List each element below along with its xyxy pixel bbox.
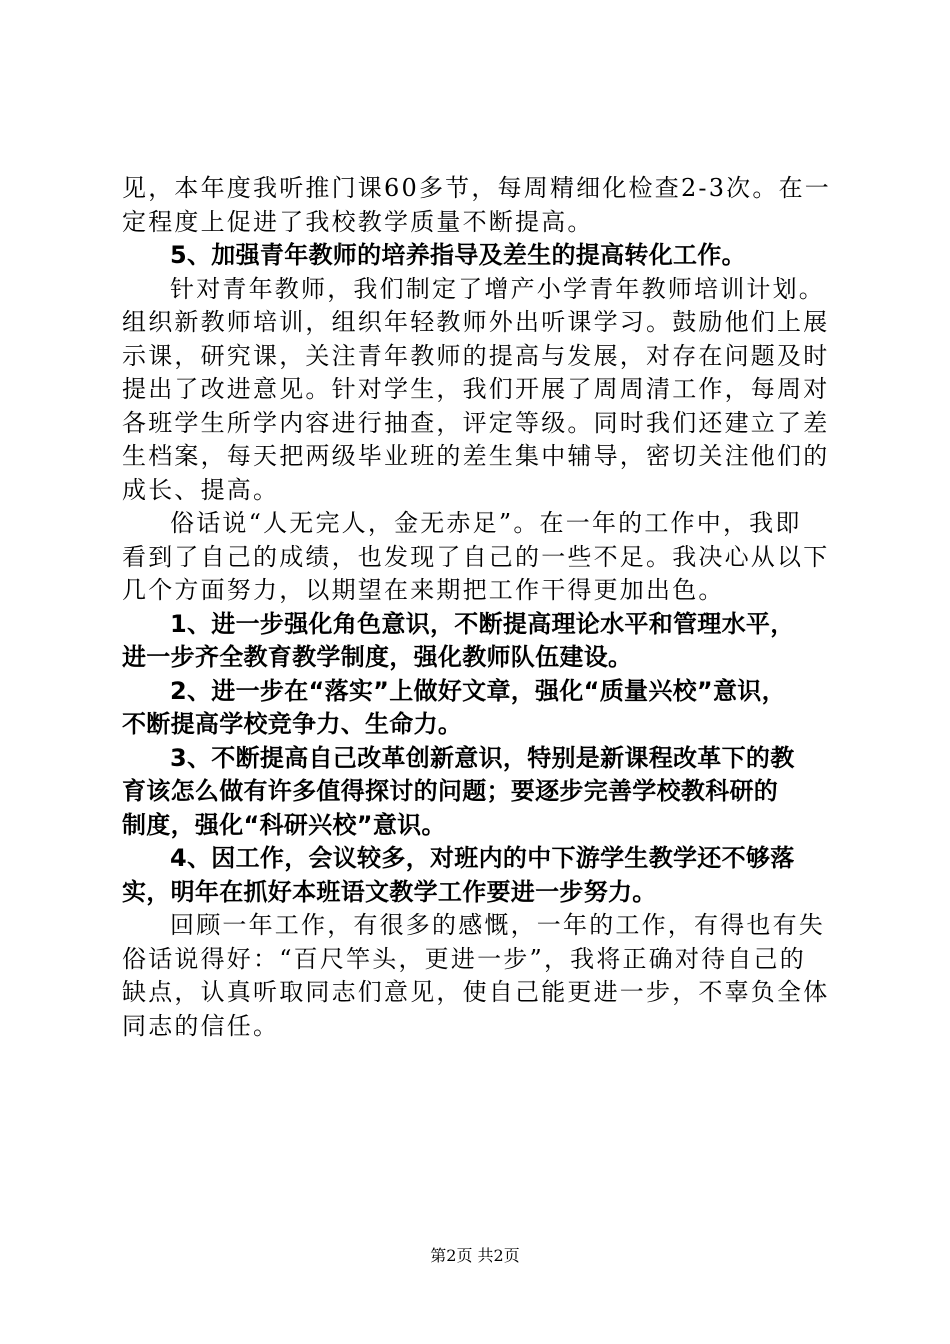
plan-item: 制度，强化“科研兴校”意识。	[122, 810, 446, 839]
section-heading: 5、加强青年教师的培养指导及差生的提高转化工作。	[170, 241, 746, 269]
text-line: 回顾一年工作，有很多的感慨，一年的工作，有得也有失	[170, 911, 825, 939]
text-line: 见，本年度我听推门课60多节，每周精细化检查2-3次。在一	[122, 174, 831, 202]
plan-item: 育该怎么做有许多值得探讨的问题；要逐步完善学校教科研的	[122, 777, 779, 805]
text-line: 俗话说“人无完人，金无赤足”。在一年的工作中，我即	[170, 509, 802, 537]
plan-item: 不断提高学校竞争力、生命力。	[122, 710, 463, 738]
plan-item: 4、因工作，会议较多，对班内的中下游学生教学还不够落	[170, 844, 795, 872]
plan-item: 1、进一步强化角色意识，不断提高理论水平和管理水平，	[170, 609, 795, 638]
text-line: 几个方面努力，以期望在来期把工作干得更加出色。	[122, 576, 725, 604]
text-line: 组织新教师培训，组织年轻教师外出听课学习。鼓励他们上展	[122, 308, 830, 336]
plan-item: 实，明年在抓好本班语文教学工作要进一步努力。	[122, 877, 657, 906]
text-line: 缺点，认真听取同志们意见，使自己能更进一步，不辜负全体	[122, 978, 830, 1006]
text-line: 俗话说得好：“百尺竿头，更进一步”，我将正确对待自己的	[122, 944, 806, 973]
text-line: 针对青年教师，我们制定了增产小学青年教师培训计划。	[170, 274, 825, 303]
text-line: 成长、提高。	[122, 475, 280, 504]
text-line: 示课，研究课，关注青年教师的提高与发展，对存在问题及时	[122, 341, 830, 370]
plan-item: 进一步齐全教育教学制度，强化教师队伍建设。	[122, 643, 633, 671]
page-number-footer: 第2页 共2页	[430, 1246, 520, 1265]
text-line: 看到了自己的成绩，也发现了自己的一些不足。我决心从以下	[122, 542, 830, 571]
plan-item: 3、不断提高自己改革创新意识，特别是新课程改革下的教	[170, 743, 795, 772]
plan-item: 2、进一步在“落实”上做好文章，强化“质量兴校”意识，	[170, 676, 786, 705]
text-line: 同志的信任。	[122, 1011, 280, 1040]
text-line: 定程度上促进了我校教学质量不断提高。	[122, 207, 594, 236]
text-line: 提出了改进意见。针对学生，我们开展了周周清工作，每周对	[122, 375, 830, 403]
text-line: 各班学生所学内容进行抽查，评定等级。同时我们还建立了差	[122, 408, 830, 437]
document-body	[122, 172, 837, 1043]
text-line: 生档案，每天把两级毕业班的差生集中辅导，密切关注他们的	[122, 442, 830, 470]
